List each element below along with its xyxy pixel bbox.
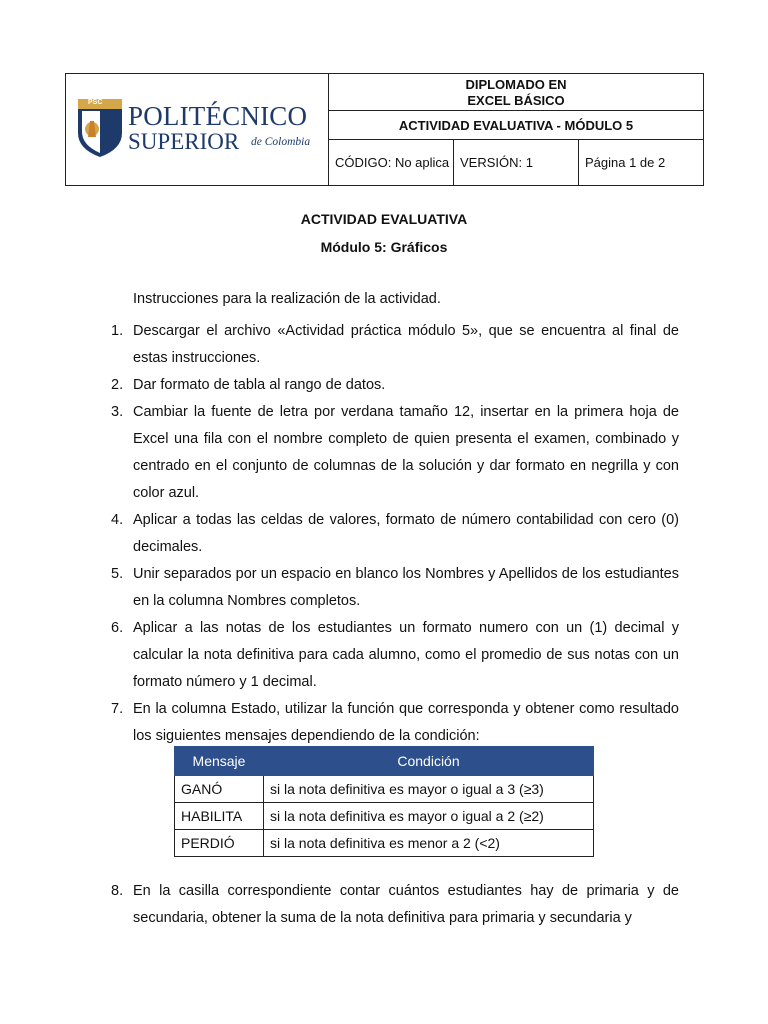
item-text: Dar formato de tabla al rango de datos.: [133, 377, 386, 393]
table-row: [175, 830, 594, 857]
list-item: [111, 399, 679, 507]
institution-logo: [76, 99, 321, 159]
logo-badge: PSC: [88, 99, 103, 106]
item-number: 8.: [111, 883, 124, 899]
list-item: [111, 615, 679, 696]
document-title: ACTIVIDAD EVALUATIVA: [300, 211, 468, 227]
instructions-list: [111, 318, 679, 750]
item-number: 6.: [111, 620, 124, 636]
table-cell: si la nota definitiva es menor a 2 (<2): [264, 830, 594, 857]
list-item: [111, 561, 679, 615]
table-cell: si la nota definitiva es mayor o igual a 2 (≥2): [264, 803, 594, 830]
logo-line1: POLITÉCNICO: [128, 101, 308, 131]
item-text: Unir separados por un espacio en blanco los Nombres y Apellidos de los estudiantes en la columna Nombres completos.: [133, 566, 679, 609]
intro-text: Instrucciones para la realización de la actividad.: [133, 291, 441, 307]
item-text: En la casilla correspondiente contar cuántos estudiantes hay de primaria y de secundaria, obtener la suma de la nota definitiva para primaria y secundaria y: [133, 883, 679, 926]
code-cell: CÓDIGO: No aplica: [329, 140, 454, 186]
item-text: Descargar el archivo «Actividad práctica módulo 5», que se encuentra al final de estas instrucciones.: [133, 323, 679, 366]
item-text: Cambiar la fuente de letra por verdana tamaño 12, insertar en la primera hoja de Excel una fila con el nombre completo de quien presenta el examen, combinado y centrado en el conjunto de columnas de la solución y dar formato en negrilla y con color azul.: [133, 404, 679, 501]
document-subtitle: Módulo 5: Gráficos: [320, 239, 448, 255]
item-text: Aplicar a las notas de los estudiantes un formato numero con un (1) decimal y calcular la nota definitiva para cada alumno, como el promedio de sus notas con un formato número y 1 decimal.: [133, 620, 679, 690]
table-row: [175, 803, 594, 830]
logo-cell: [66, 74, 329, 186]
item-number: 1.: [111, 323, 124, 339]
condition-table: [174, 746, 594, 857]
item-text: En la columna Estado, utilizar la función que corresponda y obtener como resultado los siguientes mensajes dependiendo de la condición:: [133, 701, 679, 744]
table-cell: PERDIÓ: [175, 830, 264, 857]
shield-icon: [76, 99, 124, 157]
page-cell: Página 1 de 2: [579, 140, 704, 186]
item-number: 5.: [111, 566, 124, 582]
item-number: 4.: [111, 512, 124, 528]
logo-line2: SUPERIOR: [128, 129, 240, 154]
table-cell: GANÓ: [175, 776, 264, 803]
list-item: [111, 507, 679, 561]
instructions-list-continued: [111, 878, 679, 932]
title-line1: DIPLOMADO EN: [465, 77, 567, 92]
table-cell: HABILITA: [175, 803, 264, 830]
table-cell: si la nota definitiva es mayor o igual a 3 (≥3): [264, 776, 594, 803]
document-header: [65, 73, 704, 186]
item-number: 7.: [111, 701, 124, 717]
list-item: [111, 318, 679, 372]
version-cell: VERSIÓN: 1: [454, 140, 579, 186]
logo-line3: de Colombia: [251, 136, 311, 148]
list-item: [111, 878, 679, 932]
title-line2: EXCEL BÁSICO: [467, 93, 565, 108]
table-header-row: [175, 747, 594, 776]
item-number: 2.: [111, 377, 124, 393]
column-header: Mensaje: [175, 747, 264, 776]
column-header: Condición: [264, 747, 594, 776]
header-title: [329, 74, 704, 111]
list-item: [111, 696, 679, 750]
item-text: Aplicar a todas las celdas de valores, formato de número contabilidad con cero (0) decimales.: [133, 512, 679, 555]
item-number: 3.: [111, 404, 124, 420]
header-subtitle: ACTIVIDAD EVALUATIVA - MÓDULO 5: [329, 111, 704, 140]
list-item: [111, 372, 679, 399]
table-row: [175, 776, 594, 803]
